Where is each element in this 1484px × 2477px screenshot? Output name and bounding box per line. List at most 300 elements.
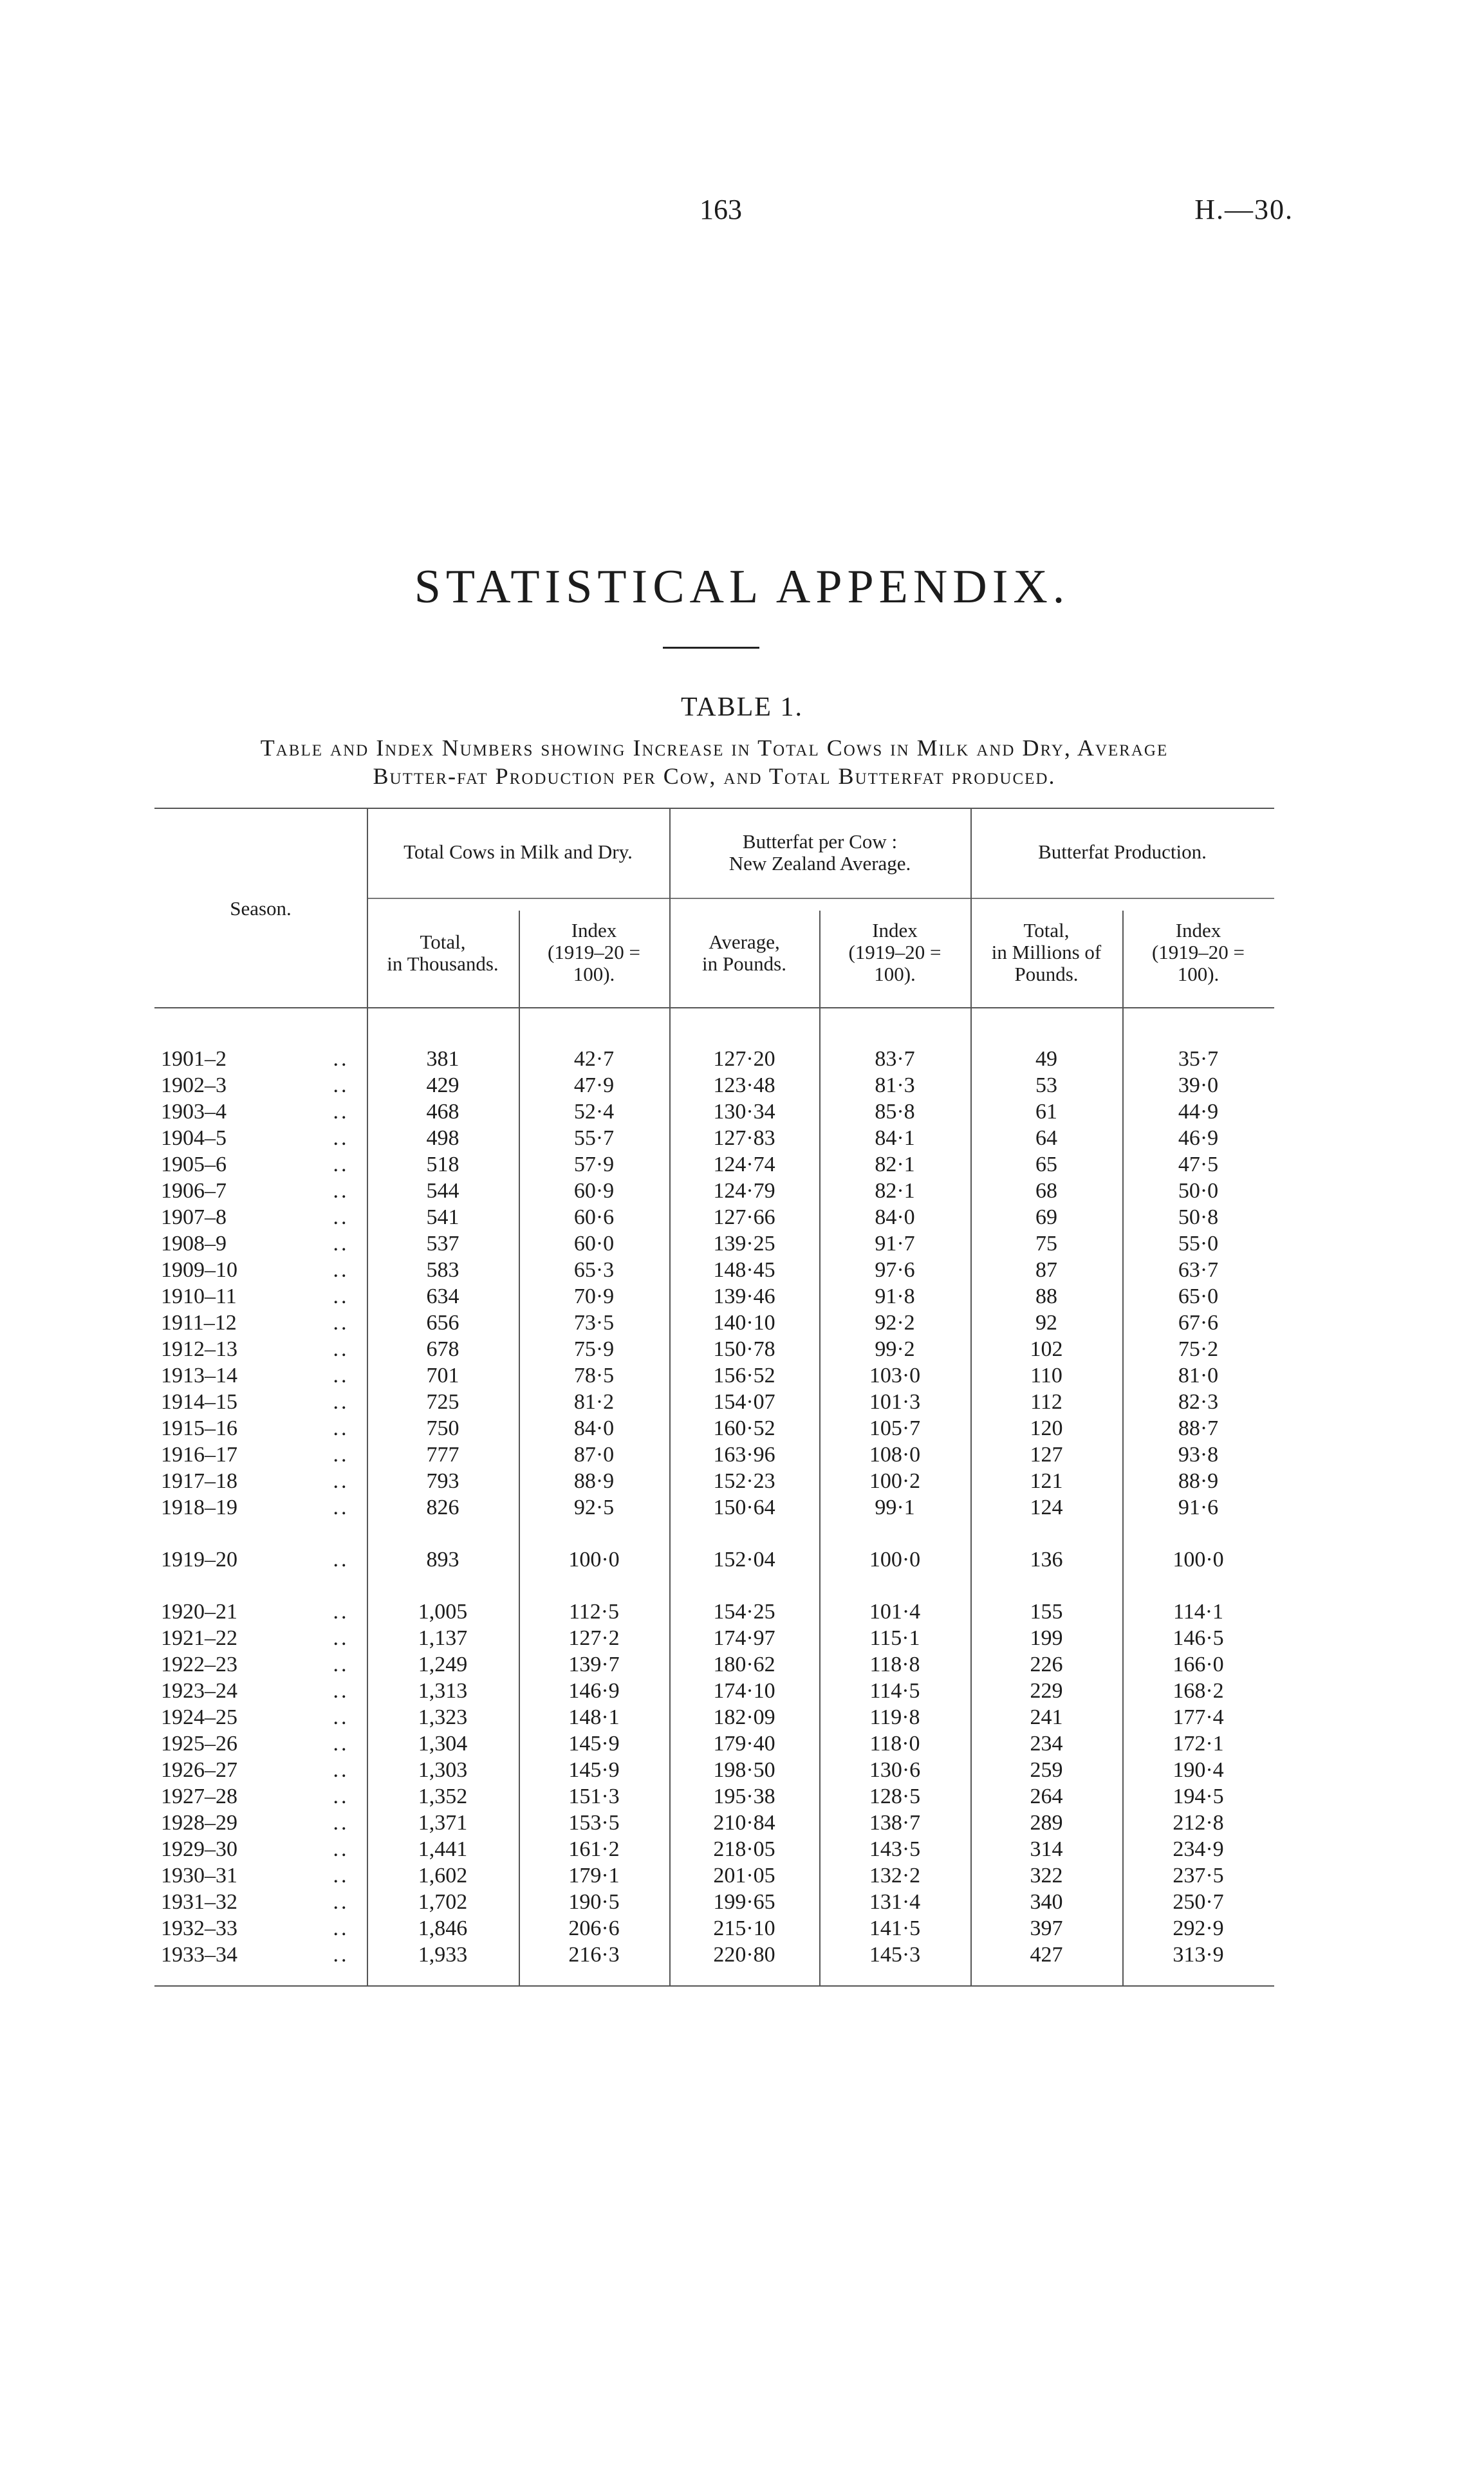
cows-index-cell: 65·3: [573, 1258, 615, 1282]
cows-index-cell: 139·7: [568, 1653, 620, 1676]
prod-total-cell: 120: [1030, 1416, 1063, 1440]
bf-avg-cell: 139·25: [713, 1232, 775, 1256]
cows-index-cell: 112·5: [568, 1600, 620, 1624]
prod-index-cell: 88·7: [1178, 1416, 1219, 1440]
prod-index-cell: 177·4: [1173, 1705, 1224, 1729]
cows-index-cell: 47·9: [573, 1073, 615, 1097]
header-production-index: [1122, 920, 1274, 985]
page-number: 163: [700, 194, 742, 225]
bf-avg-cell: 174·10: [713, 1679, 775, 1703]
cows-total-cell: 429: [426, 1073, 459, 1097]
bf-index-cell: 91·8: [875, 1285, 915, 1308]
row-leader-dots: ..: [333, 1837, 349, 1861]
season-cell: 1926–27: [161, 1758, 237, 1782]
prod-index-cell: 39·0: [1178, 1073, 1219, 1097]
cows-index-cell: 60·0: [573, 1232, 615, 1256]
row-leader-dots: ..: [333, 1126, 349, 1150]
bf-avg-cell: 215·10: [713, 1916, 775, 1940]
season-cell: 1905–6: [161, 1153, 227, 1176]
cows-index-cell: 92·5: [573, 1496, 615, 1519]
cows-total-cell: 468: [426, 1100, 459, 1124]
cows-index-cell: 153·5: [568, 1811, 620, 1835]
prod-index-cell: 67·6: [1178, 1311, 1219, 1335]
prod-index-cell: 194·5: [1173, 1785, 1224, 1808]
prod-index-cell: 190·4: [1173, 1758, 1224, 1782]
bf-index-cell: 85·8: [875, 1100, 915, 1124]
prod-total-cell: 264: [1030, 1785, 1063, 1808]
prod-index-cell: 88·9: [1178, 1469, 1219, 1493]
prod-total-cell: 112: [1030, 1390, 1062, 1414]
row-leader-dots: ..: [333, 1758, 349, 1782]
row-leader-dots: ..: [333, 1732, 349, 1756]
cows-index-cell: 100·0: [568, 1548, 620, 1572]
bf-avg-cell: 127·20: [713, 1047, 775, 1071]
header-butterfat-average: [669, 931, 819, 975]
bf-avg-cell: 154·07: [713, 1390, 775, 1414]
prod-total-cell: 136: [1030, 1548, 1063, 1572]
bf-avg-cell: 220·80: [713, 1943, 775, 1967]
prod-index-cell: 100·0: [1173, 1548, 1224, 1572]
season-cell: 1909–10: [161, 1258, 237, 1282]
bf-avg-cell: 148·45: [713, 1258, 775, 1282]
header-cows-index: [519, 920, 669, 985]
season-cell: 1913–14: [161, 1364, 237, 1387]
row-leader-dots: ..: [333, 1232, 349, 1256]
bf-avg-cell: 174·97: [713, 1626, 775, 1650]
prod-total-cell: 88: [1035, 1285, 1057, 1308]
prod-index-cell: 146·5: [1173, 1626, 1224, 1650]
season-cell: 1907–8: [161, 1205, 227, 1229]
cows-index-cell: 216·3: [568, 1943, 620, 1967]
row-leader-dots: ..: [333, 1311, 349, 1335]
prod-total-cell: 322: [1030, 1864, 1063, 1888]
cows-index-cell: 145·9: [568, 1758, 620, 1782]
group-header-rule: [367, 898, 1274, 899]
bf-index-cell: 84·1: [875, 1126, 915, 1150]
bf-index-cell: 132·2: [869, 1864, 921, 1888]
bf-index-cell: 100·2: [869, 1469, 921, 1493]
row-leader-dots: ..: [333, 1653, 349, 1676]
bf-avg-cell: 123·48: [713, 1073, 775, 1097]
bf-index-cell: 99·2: [875, 1337, 915, 1361]
bf-index-cell: 118·8: [869, 1653, 920, 1676]
prod-total-cell: 226: [1030, 1653, 1063, 1676]
cows-index-cell: 70·9: [573, 1285, 615, 1308]
season-cell: 1931–32: [161, 1890, 237, 1914]
bf-index-cell: 130·6: [869, 1758, 921, 1782]
bf-index-cell: 108·0: [869, 1443, 921, 1467]
prod-total-cell: 121: [1030, 1469, 1063, 1493]
cows-total-cell: 544: [426, 1179, 459, 1203]
bf-index-cell: 101·3: [869, 1390, 921, 1414]
header-group-cows: Total Cows in Milk and Dry.: [403, 840, 633, 863]
prod-total-cell: 61: [1035, 1100, 1057, 1124]
season-cell: 1912–13: [161, 1337, 237, 1361]
season-cell: 1918–19: [161, 1496, 237, 1519]
row-leader-dots: ..: [333, 1705, 349, 1729]
row-leader-dots: ..: [333, 1443, 349, 1467]
prod-index-cell: 93·8: [1178, 1443, 1219, 1467]
row-leader-dots: ..: [333, 1073, 349, 1097]
cows-total-cell: 518: [426, 1153, 459, 1176]
prod-total-cell: 234: [1030, 1732, 1063, 1756]
row-leader-dots: ..: [333, 1785, 349, 1808]
row-leader-dots: ..: [333, 1416, 349, 1440]
cows-index-cell: 52·4: [573, 1100, 615, 1124]
header-production-index-line-3: 100).: [1177, 963, 1220, 985]
row-leader-dots: ..: [333, 1600, 349, 1624]
cows-index-cell: 60·6: [573, 1205, 615, 1229]
bf-avg-cell: 127·66: [713, 1205, 775, 1229]
cows-total-cell: 1,005: [418, 1600, 468, 1624]
season-cell: 1916–17: [161, 1443, 237, 1467]
header-butterfat-index-line-2: (1919–20 =: [848, 941, 941, 963]
prod-index-cell: 35·7: [1178, 1047, 1219, 1071]
bf-avg-cell: 140·10: [713, 1311, 775, 1335]
bf-index-cell: 131·4: [869, 1890, 921, 1914]
prod-index-cell: 82·3: [1178, 1390, 1219, 1414]
header-cows-index-line-2: (1919–20 =: [547, 941, 641, 963]
table-bottom-rule: [154, 1985, 1274, 1987]
prod-total-cell: 69: [1035, 1205, 1057, 1229]
cows-index-cell: 78·5: [573, 1364, 615, 1387]
bf-index-cell: 100·0: [869, 1548, 921, 1572]
row-leader-dots: ..: [333, 1864, 349, 1888]
prod-total-cell: 124: [1030, 1496, 1063, 1519]
cows-index-cell: 73·5: [573, 1311, 615, 1335]
bf-avg-cell: 182·09: [713, 1705, 775, 1729]
table-caption-line-1: Table and Index Numbers showing Increase in Total Cows in Milk and Dry, Average: [260, 735, 1169, 761]
header-cows-index-line-3: 100).: [573, 963, 615, 985]
season-cell: 1915–16: [161, 1416, 237, 1440]
cows-index-cell: 127·2: [568, 1626, 620, 1650]
cows-total-cell: 701: [426, 1364, 459, 1387]
bf-index-cell: 83·7: [875, 1047, 915, 1071]
prod-index-cell: 55·0: [1178, 1232, 1219, 1256]
prod-index-cell: 237·5: [1173, 1864, 1224, 1888]
prod-total-cell: 75: [1035, 1232, 1057, 1256]
bf-index-cell: 141·5: [869, 1916, 921, 1940]
prod-index-cell: 65·0: [1178, 1285, 1219, 1308]
bf-index-cell: 81·3: [875, 1073, 915, 1097]
prod-index-cell: 47·5: [1178, 1153, 1219, 1176]
cows-total-cell: 537: [426, 1232, 459, 1256]
row-leader-dots: ..: [333, 1469, 349, 1493]
cows-total-cell: 1,933: [418, 1943, 468, 1967]
bf-index-cell: 82·1: [875, 1153, 915, 1176]
prod-total-cell: 64: [1035, 1126, 1057, 1150]
row-leader-dots: ..: [333, 1153, 349, 1176]
prod-total-cell: 53: [1035, 1073, 1057, 1097]
bf-avg-cell: 179·40: [713, 1732, 775, 1756]
header-cows-total-line-1: Total,: [420, 931, 466, 953]
cows-total-cell: 1,441: [418, 1837, 468, 1861]
row-leader-dots: ..: [333, 1890, 349, 1914]
cows-index-cell: 81·2: [573, 1390, 615, 1414]
row-leader-dots: ..: [333, 1811, 349, 1835]
cows-index-cell: 148·1: [568, 1705, 620, 1729]
cows-index-cell: 60·9: [573, 1179, 615, 1203]
cows-total-cell: 1,313: [418, 1679, 468, 1703]
cows-index-cell: 55·7: [573, 1126, 615, 1150]
season-cell: 1932–33: [161, 1916, 237, 1940]
season-cell: 1921–22: [161, 1626, 237, 1650]
cows-total-cell: 498: [426, 1126, 459, 1150]
season-cell: 1903–4: [161, 1100, 227, 1124]
prod-total-cell: 110: [1030, 1364, 1062, 1387]
cows-total-cell: 1,249: [418, 1653, 468, 1676]
season-cell: 1925–26: [161, 1732, 237, 1756]
cows-index-cell: 179·1: [568, 1864, 620, 1888]
bf-avg-cell: 150·64: [713, 1496, 775, 1519]
prod-index-cell: 168·2: [1173, 1679, 1224, 1703]
bf-avg-cell: 218·05: [713, 1837, 775, 1861]
bf-index-cell: 92·2: [875, 1311, 915, 1335]
season-cell: 1919–20: [161, 1548, 237, 1572]
table-caption: [154, 734, 1274, 790]
bf-avg-cell: 156·52: [713, 1364, 775, 1387]
row-leader-dots: ..: [333, 1496, 349, 1519]
row-leader-dots: ..: [333, 1364, 349, 1387]
bf-avg-cell: 139·46: [713, 1285, 775, 1308]
row-leader-dots: ..: [333, 1100, 349, 1124]
header-cows-index-line-1: Index: [571, 919, 617, 942]
prod-total-cell: 155: [1030, 1600, 1063, 1624]
row-leader-dots: ..: [333, 1047, 349, 1071]
bf-avg-cell: 154·25: [713, 1600, 775, 1624]
header-season: Season.: [230, 897, 292, 920]
season-cell: 1930–31: [161, 1864, 237, 1888]
cows-total-cell: 1,137: [418, 1626, 468, 1650]
season-cell: 1911–12: [161, 1311, 237, 1335]
cows-index-cell: 146·9: [568, 1679, 620, 1703]
bf-index-cell: 138·7: [869, 1811, 921, 1835]
cows-total-cell: 1,323: [418, 1705, 468, 1729]
header-butterfat-index: [819, 920, 970, 985]
header-group-production: Butterfat Production.: [1038, 840, 1207, 863]
bf-avg-cell: 199·65: [713, 1890, 775, 1914]
season-cell: 1924–25: [161, 1705, 237, 1729]
prod-index-cell: 50·8: [1178, 1205, 1219, 1229]
prod-index-cell: 81·0: [1178, 1364, 1219, 1387]
bf-index-cell: 82·1: [875, 1179, 915, 1203]
bf-avg-cell: 127·83: [713, 1126, 775, 1150]
row-leader-dots: ..: [333, 1390, 349, 1414]
header-production-total-line-2: in Millions of: [991, 941, 1102, 963]
bf-avg-cell: 124·79: [713, 1179, 775, 1203]
prod-total-cell: 199: [1030, 1626, 1063, 1650]
bf-avg-cell: 130·34: [713, 1100, 775, 1124]
bf-avg-cell: 152·23: [713, 1469, 775, 1493]
cows-total-cell: 1,304: [418, 1732, 468, 1756]
season-cell: 1922–23: [161, 1653, 237, 1676]
bf-index-cell: 115·1: [869, 1626, 920, 1650]
cows-total-cell: 1,371: [418, 1811, 468, 1835]
bf-index-cell: 143·5: [869, 1837, 921, 1861]
row-leader-dots: ..: [333, 1626, 349, 1650]
cows-total-cell: 893: [426, 1548, 459, 1572]
bf-avg-cell: 163·96: [713, 1443, 775, 1467]
row-leader-dots: ..: [333, 1285, 349, 1308]
cows-index-cell: 206·6: [568, 1916, 620, 1940]
prod-index-cell: 166·0: [1173, 1653, 1224, 1676]
prod-total-cell: 102: [1030, 1337, 1063, 1361]
bf-avg-cell: 180·62: [713, 1653, 775, 1676]
prod-total-cell: 397: [1030, 1916, 1063, 1940]
cows-index-cell: 145·9: [568, 1732, 620, 1756]
bf-avg-cell: 152·04: [713, 1548, 775, 1572]
season-cell: 1902–3: [161, 1073, 227, 1097]
bf-avg-cell: 160·52: [713, 1416, 775, 1440]
table-caption-line-2: Butter-fat Production per Cow, and Total Butterfat produced.: [373, 763, 1056, 789]
season-cell: 1933–34: [161, 1943, 237, 1967]
season-cell: 1908–9: [161, 1232, 227, 1256]
bf-index-cell: 84·0: [875, 1205, 915, 1229]
header-butterfat-index-line-3: 100).: [874, 963, 916, 985]
cows-index-cell: 75·9: [573, 1337, 615, 1361]
row-leader-dots: ..: [333, 1179, 349, 1203]
cows-total-cell: 541: [426, 1205, 459, 1229]
header-production-total: [970, 920, 1122, 985]
cows-total-cell: 1,846: [418, 1916, 468, 1940]
prod-index-cell: 63·7: [1178, 1258, 1219, 1282]
prod-index-cell: 46·9: [1178, 1126, 1219, 1150]
bf-index-cell: 118·0: [869, 1732, 920, 1756]
header-group-butterfat-line-1: Butterfat per Cow :: [742, 830, 898, 853]
prod-total-cell: 289: [1030, 1811, 1063, 1835]
cows-total-cell: 1,602: [418, 1864, 468, 1888]
prod-index-cell: 292·9: [1173, 1916, 1224, 1940]
bf-index-cell: 105·7: [869, 1416, 921, 1440]
cows-total-cell: 381: [426, 1047, 459, 1071]
prod-total-cell: 314: [1030, 1837, 1063, 1861]
cows-total-cell: 826: [426, 1496, 459, 1519]
header-butterfat-index-line-1: Index: [872, 919, 918, 942]
header-group-butterfat-line-2: New Zealand Average.: [728, 852, 911, 875]
cows-total-cell: 1,352: [418, 1785, 468, 1808]
cows-total-cell: 656: [426, 1311, 459, 1335]
prod-index-cell: 234·9: [1173, 1837, 1224, 1861]
bf-index-cell: 103·0: [869, 1364, 921, 1387]
cows-total-cell: 583: [426, 1258, 459, 1282]
bf-index-cell: 99·1: [875, 1496, 915, 1519]
cows-total-cell: 634: [426, 1285, 459, 1308]
season-cell: 1910–11: [161, 1285, 237, 1308]
header-group-butterfat: [669, 831, 970, 875]
header-cows-total: [367, 931, 519, 975]
statistics-table: [154, 808, 1274, 1992]
prod-total-cell: 87: [1035, 1258, 1057, 1282]
cows-total-cell: 678: [426, 1337, 459, 1361]
header-production-index-line-1: Index: [1175, 919, 1221, 942]
row-leader-dots: ..: [333, 1548, 349, 1572]
header-bottom-rule: [154, 1007, 1274, 1008]
header-production-total-line-1: Total,: [1023, 919, 1070, 942]
cows-total-cell: 725: [426, 1390, 459, 1414]
season-cell: 1904–5: [161, 1126, 227, 1150]
prod-total-cell: 340: [1030, 1890, 1063, 1914]
cows-index-cell: 42·7: [573, 1047, 615, 1071]
cows-total-cell: 1,702: [418, 1890, 468, 1914]
season-cell: 1914–15: [161, 1390, 237, 1414]
bf-index-cell: 145·3: [869, 1943, 921, 1967]
season-cell: 1906–7: [161, 1179, 227, 1203]
bf-index-cell: 119·8: [869, 1705, 920, 1729]
header-production-total-line-3: Pounds.: [1014, 963, 1079, 985]
title-divider: [663, 647, 759, 649]
season-cell: 1928–29: [161, 1811, 237, 1835]
cows-total-cell: 750: [426, 1416, 459, 1440]
cows-total-cell: 793: [426, 1469, 459, 1493]
bf-index-cell: 114·5: [869, 1679, 920, 1703]
prod-index-cell: 75·2: [1178, 1337, 1219, 1361]
season-cell: 1901–2: [161, 1047, 227, 1071]
season-cell: 1920–21: [161, 1600, 237, 1624]
table-number: TABLE 1.: [681, 692, 803, 722]
prod-index-cell: 44·9: [1178, 1100, 1219, 1124]
prod-index-cell: 50·0: [1178, 1179, 1219, 1203]
table-top-rule: [154, 808, 1274, 809]
prod-index-cell: 172·1: [1173, 1732, 1224, 1756]
header-butterfat-average-line-1: Average,: [709, 931, 780, 953]
prod-total-cell: 259: [1030, 1758, 1063, 1782]
bf-index-cell: 128·5: [869, 1785, 921, 1808]
header-butterfat-average-line-2: in Pounds.: [702, 952, 786, 975]
prod-total-cell: 427: [1030, 1943, 1063, 1967]
bf-index-cell: 101·4: [869, 1600, 921, 1624]
prod-total-cell: 49: [1035, 1047, 1057, 1071]
season-cell: 1917–18: [161, 1469, 237, 1493]
bf-index-cell: 97·6: [875, 1258, 915, 1282]
prod-index-cell: 91·6: [1178, 1496, 1219, 1519]
prod-index-cell: 212·8: [1173, 1811, 1224, 1835]
season-cell: 1923–24: [161, 1679, 237, 1703]
header-production-index-line-2: (1919–20 =: [1151, 941, 1245, 963]
cows-index-cell: 190·5: [568, 1890, 620, 1914]
prod-total-cell: 68: [1035, 1179, 1057, 1203]
bf-avg-cell: 124·74: [713, 1153, 775, 1176]
prod-total-cell: 127: [1030, 1443, 1063, 1467]
row-leader-dots: ..: [333, 1679, 349, 1703]
season-cell: 1929–30: [161, 1837, 237, 1861]
season-cell: 1927–28: [161, 1785, 237, 1808]
cows-total-cell: 777: [426, 1443, 459, 1467]
prod-index-cell: 313·9: [1173, 1943, 1224, 1967]
prod-total-cell: 65: [1035, 1153, 1057, 1176]
row-leader-dots: ..: [333, 1205, 349, 1229]
row-leader-dots: ..: [333, 1943, 349, 1967]
cows-index-cell: 84·0: [573, 1416, 615, 1440]
header-cows-total-line-2: in Thousands.: [387, 952, 499, 975]
row-leader-dots: ..: [333, 1258, 349, 1282]
cows-index-cell: 151·3: [568, 1785, 620, 1808]
page-title: STATISTICAL APPENDIX.: [414, 561, 1070, 613]
cows-index-cell: 87·0: [573, 1443, 615, 1467]
cows-index-cell: 161·2: [568, 1837, 620, 1861]
prod-total-cell: 241: [1030, 1705, 1063, 1729]
cows-index-cell: 88·9: [573, 1469, 615, 1493]
cows-total-cell: 1,303: [418, 1758, 468, 1782]
prod-index-cell: 250·7: [1173, 1890, 1224, 1914]
prod-total-cell: 229: [1030, 1679, 1063, 1703]
bf-avg-cell: 195·38: [713, 1785, 775, 1808]
report-reference: H.—30.: [1194, 194, 1294, 225]
bf-avg-cell: 198·50: [713, 1758, 775, 1782]
row-leader-dots: ..: [333, 1337, 349, 1361]
bf-avg-cell: 210·84: [713, 1811, 775, 1835]
row-leader-dots: ..: [333, 1916, 349, 1940]
cows-index-cell: 57·9: [573, 1153, 615, 1176]
